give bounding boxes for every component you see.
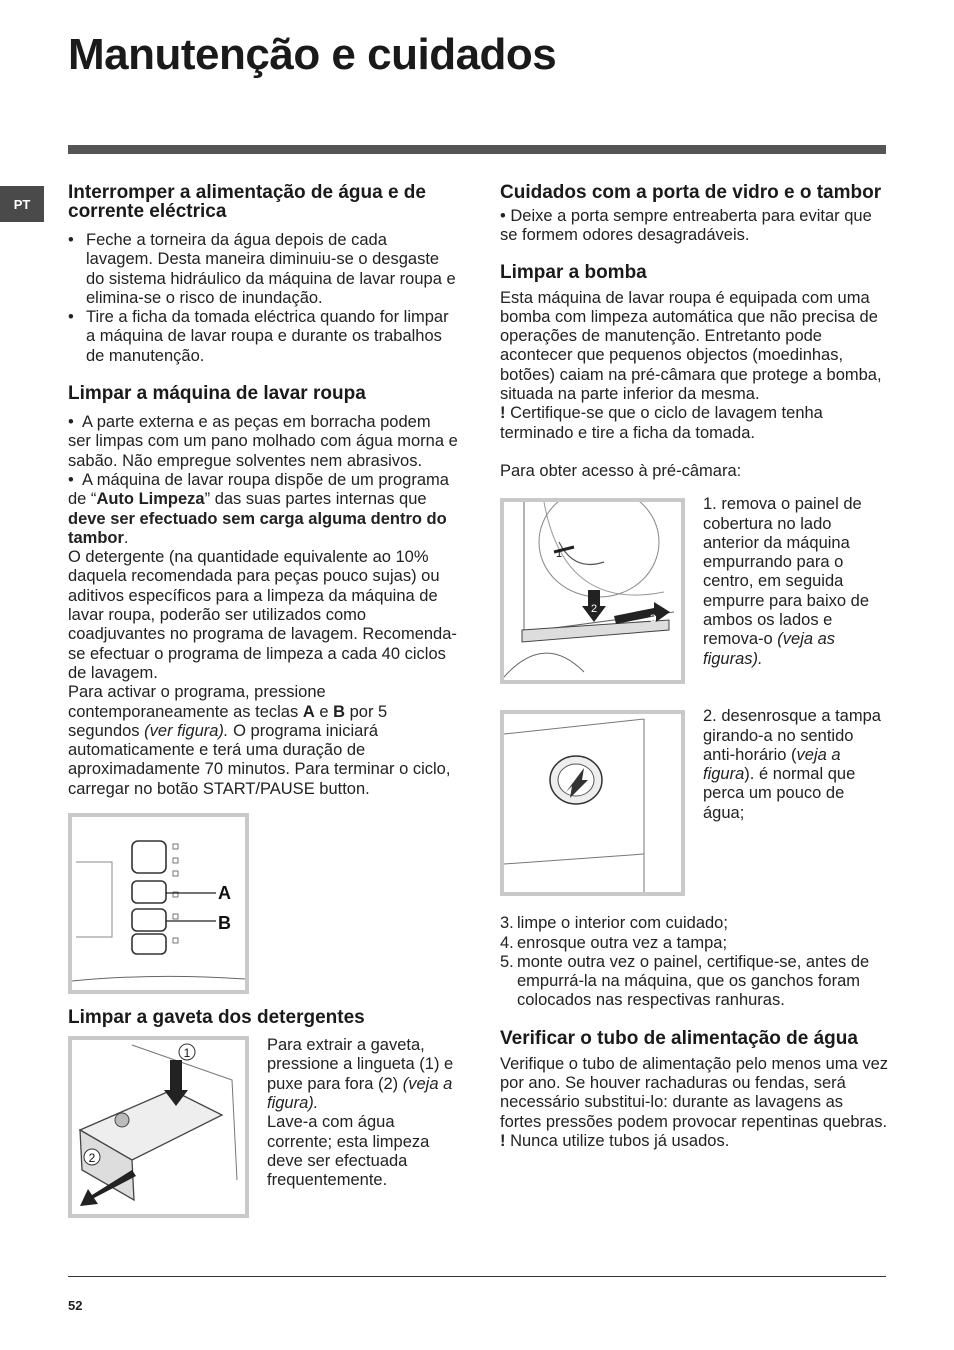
paragraph: • A parte externa e as peças em borracha podem ser limpas com um pano molhado com água morna e sabão. Não empregue solventes nem abrasivos. [68, 413, 458, 470]
paragraph: • Deixe a porta sempre entreaberta para evitar que se formem odores desagradáveis. [500, 207, 872, 245]
bullet-item: • Tire a ficha da tomada eléctrica quando for limpar a máquina de lavar roupa e durante os trabalhos de manutenção. [68, 308, 458, 366]
pump-cap-figure [500, 710, 685, 896]
section-heading-water-power: Interromper a alimentação de água e de corrente eléctrica [68, 182, 426, 222]
step-1-marker: 1 [183, 1046, 191, 1061]
footer-rule [68, 1276, 886, 1277]
pump-cap-illustration [504, 714, 681, 892]
page-number: 52 [68, 1298, 83, 1313]
paragraph: • A máquina de lavar roupa dispõe de um programa de “Auto Limpeza” das suas partes internas que deve ser efectuado sem carga alguma dentro do tambor. [68, 470, 449, 547]
panel-removal-illustration [504, 502, 681, 680]
warning-note: ! Nunca utilize tubos já usados. [500, 1131, 730, 1150]
step-2-text: 2. desenrosque a tampa girando-a no sentido anti-horário (veja a figura). é normal que perca um pouco de água; [703, 707, 881, 822]
warning-note: ! Certifique-se que o ciclo de lavagem tenha terminado e tire a ficha da tomada. [500, 404, 823, 442]
section-heading-water-hose: Verificar o tubo de alimentação de água [500, 1027, 858, 1049]
section-heading-detergent-drawer: Limpar a gaveta dos detergentes [68, 1007, 365, 1029]
list-item: 5. monte outra vez o painel, certifique-se, antes de empurrá-la na máquina, que os ganchos foram colocados nas respectivas ranhuras. [500, 952, 870, 1010]
list-item: 3. limpe o interior com cuidado; [500, 914, 728, 933]
paragraph: O detergente (na quantidade equivalente ao 10% daquela recomendada para peças pouco sujas) ou aditivos específicos para a limpeza da máquina de lavar roupa, poderão ser utilizados como coadjuvantes no programa de lavagem. Recomenda-se efectuar o programa de limpeza a cada 40 ciclos de lavagem. [68, 548, 457, 682]
paragraph: Para activar o programa, pressione contemporaneamente as teclas A e B por 5 segundos (ver figura). O programa iniciará automaticamente e terá uma duração de aproximadamente 70 minutos. Para terminar o ciclo, carregar no botão START/PAUSE button. [68, 683, 451, 798]
step-2-marker: 2 [88, 1151, 96, 1166]
title-rule [68, 145, 886, 154]
control-panel-figure [68, 813, 249, 994]
step-3-marker: 3 [650, 613, 657, 626]
page-title: Manutenção e cuidados [68, 30, 557, 79]
key-a-label: A [218, 883, 231, 904]
paragraph: Lave-a com água corrente; esta limpeza deve ser efectuada frequentemente. [267, 1113, 430, 1190]
key-b-label: B [218, 913, 231, 934]
step-1-text: 1. remova o painel de cobertura no lado anterior da máquina empurrando para o centro, em seguida empurre para baixo de ambos os lados e remova-o (veja as figuras). [703, 495, 870, 668]
paragraph: Verifique o tubo de alimentação pelo menos uma vez por ano. Se houver rachaduras ou fendas, será necessário substitui-lo: durante as lavagens as fortes pressões podem provocar repentinas quebras. [500, 1054, 888, 1131]
section-heading-clean-pump: Limpar a bomba [500, 261, 647, 283]
paragraph: Para obter acesso à pré-câmara: [500, 461, 742, 480]
list-item: 4. enrosque outra vez a tampa; [500, 933, 728, 952]
paragraph: Para extrair a gaveta, pressione a lingueta (1) e puxe para fora (2) (veja a figura). [267, 1036, 454, 1112]
paragraph: Esta máquina de lavar roupa é equipada com uma bomba com limpeza automática que não precisa de operações de manutenção. Entretanto pode acontecer que pequenos objectos (moedinhas, botões) caiam na pré-câmara que protege a bomba, situada na parte inferior da mesma. [500, 288, 882, 404]
panel-removal-figure [500, 498, 685, 684]
bullet-item: • Feche a torneira da água depois de cada lavagem. Desta maneira diminuiu-se o desgaste do sistema hidráulico da máquina de lavar roupa e elimina-se o risco de inundação. [68, 231, 458, 308]
section-heading-door-drum: Cuidados com a porta de vidro e o tambor [500, 182, 882, 203]
drawer-figure [68, 1036, 249, 1218]
control-panel-illustration [72, 817, 245, 990]
drawer-illustration [72, 1040, 245, 1214]
language-tab: PT [0, 186, 44, 222]
step-1-marker: 1 [556, 548, 563, 561]
left-column [68, 183, 458, 1218]
step-2-marker: 2 [590, 603, 598, 616]
right-column [500, 183, 888, 1151]
section-heading-clean-machine: Limpar a máquina de lavar roupa [68, 383, 366, 405]
